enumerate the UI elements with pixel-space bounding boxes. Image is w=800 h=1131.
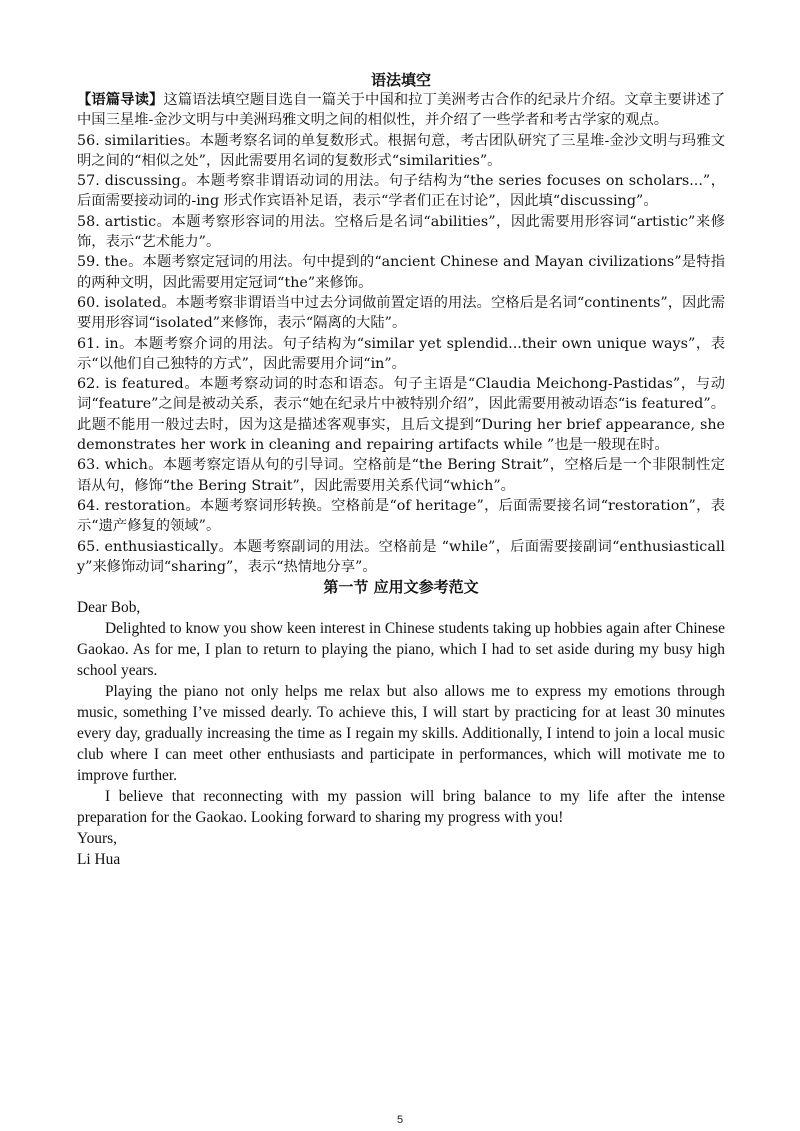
letter-paragraph: I believe that reconnecting with my passion will bring balance to my life after the intense preparation for the Gaokao. Looking forward to sharing my progress with you! — [77, 788, 725, 827]
writing-section-title: 第一节 应用文参考范文 — [323, 578, 479, 597]
letter-paragraph: Playing the piano not only helps me relax but also allows me to express my emotions through music, something I’ve missed dearly. To achieve this, I will start by practicing for at least 30 minutes every day, gradually increasing the time as I regain my skills. Additionally, I intend to join a local music club where I can meet other enthusiasts and participate in performances, which will motivate me to improve further. — [77, 683, 725, 785]
answer-57: 57. discussing。本题考察非谓语动词的用法。句子结构为“the series focuses on scholars...”，后面需要接动词的-ing 形式作宾语补足语，表示“学者们正在讨论”，因此填“discussing”。 — [77, 173, 725, 210]
answer-60: 60. isolated。本题考察非谓语当中过去分词做前置定语的用法。空格后是名词“continents”，因此需要用形容词“isolated”来修饰，表示“隔离的大陆”。 — [77, 294, 725, 332]
letter-salutation: Dear Bob, — [77, 599, 141, 617]
letter-closing: Yours, — [77, 830, 117, 848]
letter-paragraph: Delighted to know you show keen interest in Chinese students taking up hobbies again after Chinese Gaokao. As for me, I plan to return to playing the piano, which I had to set aside during my busy high school years. — [77, 620, 725, 680]
answer-58: 58. artistic。本题考察形容词的用法。空格后是名词“abilities”，因此需要用形容词“artistic”来修饰，表示“艺术能力”。 — [77, 213, 725, 251]
guide-label: 【语篇导读】 — [77, 92, 164, 108]
answer-56: 56. similarities。本题考察名词的单复数形式。根据句意，考古团队研究了三星堆-金沙文明与玛雅文明之间的“相似之处”，因此需要用名词的复数形式“similarities”。 — [77, 132, 725, 169]
answer-65: 65. enthusiastically。本题考察副词的用法。空格前是 “while”，后面需要接副词“enthusiastically”来修饰动词“sharing”，表示“热情地分享”。 — [77, 538, 725, 575]
answer-62: 62. is featured。本题考察动词的时态和语态。句子主语是“Claudia Meichong-Pastidas”，与动词“feature”之间是被动关系，表示“她在纪录片中被特别介绍”，因此需要用被动语态“is featured”。此题不能用一般过去时，因为这是描述客观事实，且后文提到“During her brief appearance, she demonstrates her work in cleaning and repairing artifacts while ”也是一般现在时。 — [77, 376, 725, 454]
document-page — [77, 70, 725, 870]
guide-text: 这篇语法填空题目选自一篇关于中国和拉丁美洲考古合作的纪录片介绍。文章主要讲述了中国三星堆-金沙文明与中美洲玛雅文明之间的相似性，并介绍了一些学者和考古学家的观点。 — [77, 92, 726, 129]
answer-64: 64. restoration。本题考察词形转换。空格前是“of heritage”，后面需要接名词“restoration”，表示“遗产修复的领域”。 — [77, 497, 725, 535]
section-title: 语法填空 — [370, 71, 431, 89]
answer-61: 61. in。本题考察介词的用法。句子结构为“similar yet splendid...their own unique ways”，表示“以他们自己独特的方式”，因此需要用介词“in”。 — [77, 335, 725, 372]
page-number: 5 — [396, 1114, 404, 1126]
model-letter — [77, 597, 725, 870]
passage-guide — [77, 90, 725, 131]
answer-59: 59. the。本题考察定冠词的用法。句中提到的“ancient Chinese and Mayan civilizations”是特指的两种文明，因此需要用定冠词“the”来修饰。 — [77, 254, 725, 291]
letter-signature: Li Hua — [77, 851, 121, 869]
answer-63: 63. which。本题考察定语从句的引导词。空格前是“the Bering Strait”，空格后是一个非限制性定语从句，修饰“the Bering Strait”，因此需要用关系代词“which”。 — [77, 457, 725, 494]
